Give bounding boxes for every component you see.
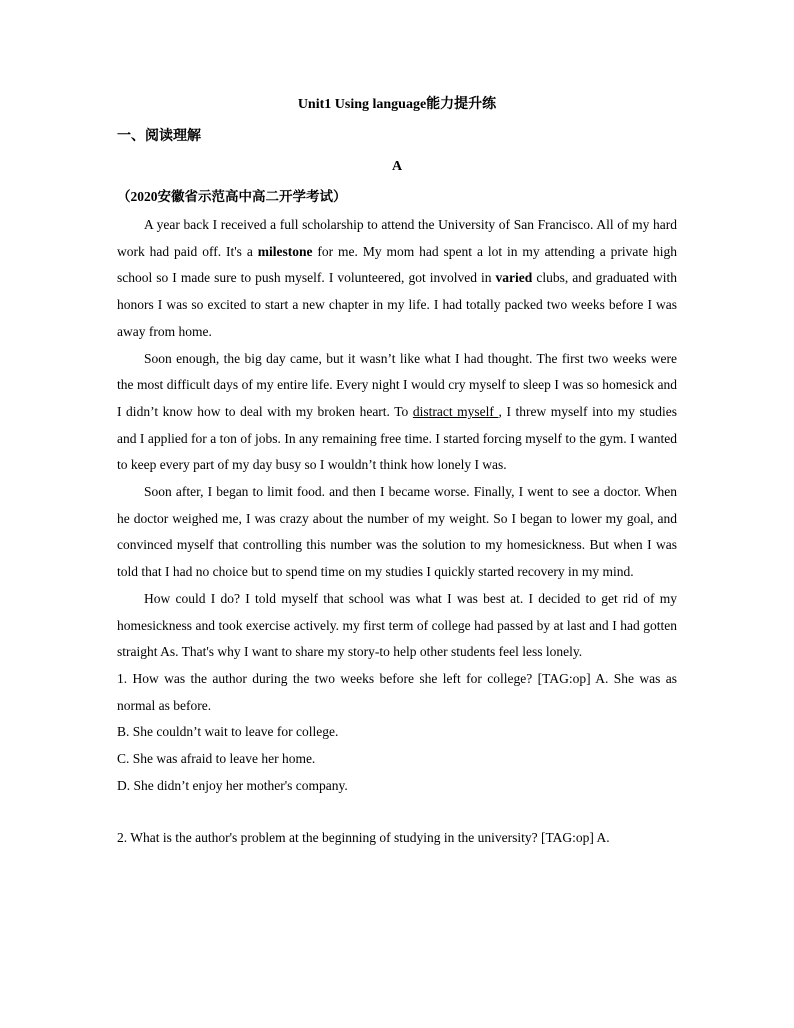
- paragraph-1: [117, 212, 677, 346]
- bold-word-milestone: milestone: [257, 243, 313, 259]
- question-1-option-c: C. She was afraid to leave her home.: [117, 751, 316, 767]
- document-title: Unit1 Using language能力提升练: [297, 97, 497, 112]
- paragraph-1-text-a: A year back I received a full scholarship to attend the University of San Francisco. All of my hard work had paid off. It's a: [117, 217, 677, 259]
- question-1-option-d: D. She didn’t enjoy her mother's company.: [117, 777, 348, 793]
- paragraph-3: Soon after, I began to limit food. and then I became worse. Finally, I went to see a doctor. When he doctor weighed me, I was crazy about the number of my weight. So I began to lower my goal, and convinced myself that controlling this number was the solution to my homesickness. But when I was told that I had no choice but to spend time on my studies I quickly started recovery in my mind.: [117, 484, 677, 580]
- paragraph-4: How could I do? I told myself that school was what I was best at. I decided to get rid of my homesickness and took exercise actively. my first term of college had passed by at last and I had gotten straight As. That's why I want to share my story-to help other students feel less lonely.: [117, 590, 677, 660]
- paragraph-2-text-a: Soon enough, the big day came, but it wasn’t like what I had thought. The first two weeks were the most difficult days of my entire life. Every night I would cry myself to sleep I was so homesick and I didn’t know how to deal with my broken heart. To: [117, 350, 677, 419]
- question-1-option-b: B. She couldn’t wait to leave for college.: [117, 724, 339, 740]
- spacer: [117, 799, 677, 825]
- document-page: [117, 88, 677, 852]
- paragraph-1-text-c: clubs, and graduated with honors I was so excited to start a new chapter in my life. I had totally packed two weeks before I was away from home.: [117, 270, 677, 339]
- paragraph-1-text-b: for me. My mom had spent a lot in my attending a private high school so I made sure to push myself. I volunteered, got involved in: [117, 243, 678, 286]
- section-heading: 一、阅读理解: [117, 129, 201, 144]
- question-1-stem: 1. How was the author during the two weeks before she left for college? [TAG:op] A. She was as normal as before.: [117, 670, 677, 713]
- passage-label: A: [391, 159, 403, 174]
- bold-word-varied: varied: [495, 270, 533, 286]
- paragraph-2-text-b: , I threw myself into my studies and I applied for a ton of jobs. In any remaining free time. I started forcing myself to the gym. I wanted to keep every part of my day busy so I wouldn’t think how lonely I was.: [117, 403, 678, 473]
- underlined-phrase: distract myself: [412, 403, 499, 419]
- passage-source: （2020安徽省示范高中高二开学考试）: [117, 189, 347, 204]
- paragraph-2: [117, 346, 677, 480]
- question-2-stem: 2. What is the author's problem at the beginning of studying in the university? [TAG:op] A.: [117, 830, 610, 846]
